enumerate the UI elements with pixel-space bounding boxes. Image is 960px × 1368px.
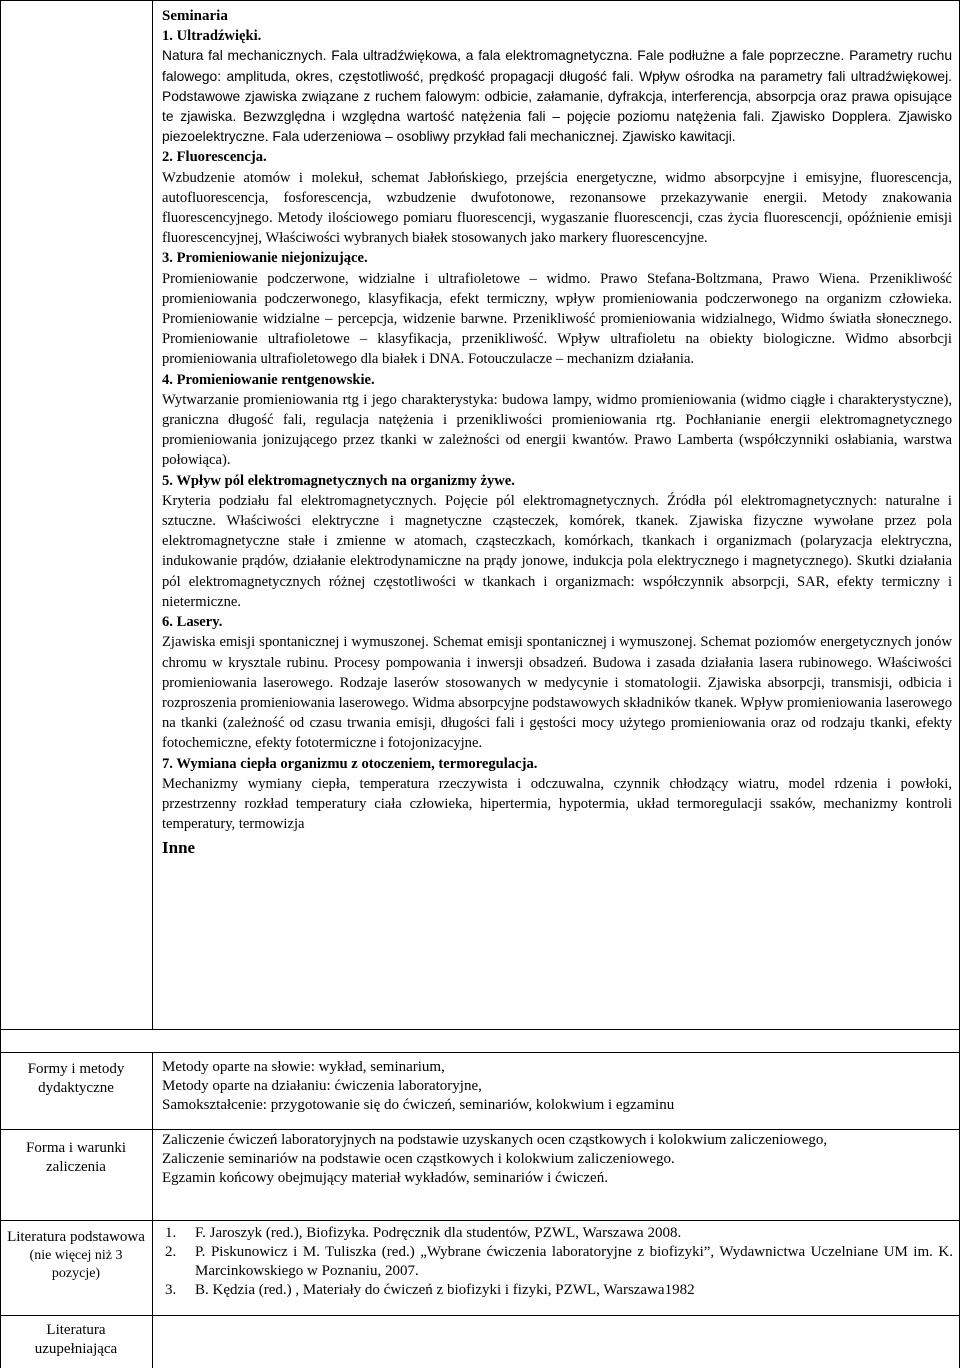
reference-number: 2.	[165, 1244, 177, 1260]
row-divider-formy	[0, 1129, 960, 1130]
section-fluorescencja	[162, 147, 952, 248]
section-text: Wzbudzenie atomów i molekuł, schemat Jabłońskiego, przejścia energetyczne, widmo absorpcyjne i emisyjne, fluorescencja, autofluorescencja, fosforescencja, wzbudzenie dwufotonowe, rezonansowe przekazywanie energii. Metody znakowania fluorescencyjnego. Metody ilościowego pomiaru fluorescencji, wygaszanie fluorescencji, czas życia fluorescencji, opóźnienie emisji fluorescencyjnej, Właściwości wybranych białek stosowanych jako markery fluorescencyjne.	[162, 169, 952, 247]
section-lasery	[162, 612, 952, 753]
section-pola-elektromagnetyczne	[162, 471, 952, 612]
formy-line: Metody oparte na działaniu: ćwiczenia laboratoryjne,	[162, 1078, 482, 1094]
section-text: Natura fal mechanicznych. Fala ultradźwiękowa, a fala elektromagnetyczna. Fale podłużne a fale poprzeczne. Parametry ruchu falowego: amplituda, okres, częstotliwość, prędkość propagacji długość fali. Wpływ ośrodka na parametry fali ultradźwiękowej. Podstawowe zjawiska związane z ruchem falowym: odbicie, załamanie, dyfrakcja, interferencja, absorpcja oraz prawa opisujące te zjawiska. Bezwzględna i względna wartość natężenia fali – pojęcie poziomu natężenia fali. Zjawisko Dopplera. Zjawisko piezoelektryczne. Fala uderzeniowa – osobliwy przykład fali mechanicznej. Zjawisko kawitacji.	[162, 48, 952, 145]
reference-text: P. Piskunowicz i M. Tuliszka (red.) „Wybrane ćwiczenia laboratoryjne z biofizyki”, Wydawnictwa Uczelniane UM im. K. Marcinkowskiego w Poznaniu, 2007.	[195, 1244, 953, 1279]
row-divider-literatura	[0, 1315, 960, 1316]
section-text: Mechanizmy wymiany ciepła, temperatura rzeczywista i odczuwalna, czynnik chłodzący wiatru, model rdzenia i powłoki, przestrzenny rozkład temperatury ciała człowieka, hipertermia, hypotermia, układ termoregulacji ssaków, mechanizmy kontroli temperatury, termowizja	[162, 775, 952, 833]
inne-heading: Inne	[162, 838, 196, 858]
row-content-formy	[162, 1058, 954, 1115]
section-promieniowanie-niejonizujace	[162, 248, 952, 369]
row-label-literatura-podstawowa	[6, 1228, 146, 1284]
reference-text: B. Kędzia (red.) , Materiały do ćwiczeń z biofizyki i fizyki, PZWL, Warszawa1982	[195, 1282, 695, 1298]
section-heading: 6. Lasery.	[162, 614, 223, 631]
seminaria-title: Seminaria	[162, 8, 228, 24]
formy-line: Metody oparte na słowie: wykład, seminarium,	[162, 1059, 445, 1075]
reference-item	[165, 1224, 953, 1243]
section-heading: 5. Wpływ pól elektromagnetycznych na organizmy żywe.	[162, 472, 515, 489]
column-divider-top	[152, 0, 153, 1030]
forma-line: Zaliczenie ćwiczeń laboratoryjnych na podstawie uzyskanych ocen cząstkowych i kolokwium zaliczeniowego,	[162, 1132, 828, 1148]
column-divider-bottom	[152, 1052, 153, 1368]
reference-list	[165, 1224, 953, 1300]
reference-text: F. Jaroszyk (red.), Biofizyka. Podręcznik dla studentów, PZWL, Warszawa 2008.	[195, 1225, 682, 1241]
section-heading: 2. Fluorescencja.	[162, 149, 267, 166]
section-text: Zjawiska emisji spontanicznej i wymuszonej. Schemat emisji spontanicznej i wymuszonej. Schemat poziomów energetycznych jonów chromu w krysztale rubinu. Procesy pompowania i inwersji obsadzeń. Budowa i zasada działania lasera rubinowego. Właściwości promieniowania laserowego. Rodzaje laserów stosowanych w medycynie i stomatologii. Zjawiska absorpcji, transmisji, odbicia i rozproszenia promieniowania laserowego. Widma absorpcyjne podstawowych składników tkanek. Wpływ promieniowania laserowego na tkanki (zależność od czasu trwania emisji, długości fali i gęstości mocy użytego promieniowania oraz od rodzaju tkanki, efekty fotochemiczne, efekty fototermiczne i fotojonizacyjne.	[162, 634, 952, 752]
reference-number: 1.	[165, 1225, 177, 1241]
section-heading: 1. Ultradźwięki.	[162, 28, 262, 45]
row-divider-forma	[0, 1220, 960, 1221]
forma-line: Egzamin końcowy obejmujący materiał wykładów, seminariów i ćwiczeń.	[162, 1170, 608, 1186]
formy-line: Samokształcenie: przygotowanie się do ćwiczeń, seminariów, kolokwium i egzaminu	[162, 1097, 675, 1113]
section-heading: 3. Promieniowanie niejonizujące.	[162, 250, 368, 267]
section-text: Wytwarzanie promieniowania rtg i jego charakterystyka: budowa lampy, widmo promieniowania (widmo ciągłe i charakterystyczne), graniczna długość fali, regulacja natężenia i przenikliwości promieniowania rtg. Pochłanianie energii elektromagnetycznego promieniowania jonizującego przez tkanki w zależności od energii kwantów. Prawo Lamberta (współczynniki osłabiania, warstwa połowiąca).	[162, 391, 952, 469]
row-content-forma	[162, 1131, 954, 1188]
row-content-literatura-podstawowa	[165, 1224, 953, 1300]
reference-number: 3.	[165, 1282, 177, 1298]
section-promieniowanie-rentgenowskie	[162, 370, 952, 471]
seminaria-content	[162, 6, 952, 859]
literatura-podstawowa-label: Literatura podstawowa	[7, 1229, 145, 1245]
row-divider-space	[0, 1052, 960, 1053]
section-text: Promieniowanie podczerwone, widzialne i ultrafioletowe – widmo. Prawo Stefana-Boltzmana, Prawo Wiena. Przenikliwość promieniowania podczerwonego, klasyfikacja, efekt termiczny, wpływ promieniowania podczerwonego na organizm człowieka. Promieniowanie widzialne – percepcja, widzenie barwne. Przenikliwość promieniowania widzialnego, Widmo światła słonecznego. Promieniowanie ultrafioletowe – klasyfikacja, przenikliwość. Wpływ ultrafioletu na obiekty biologiczne. Widmo absorbcji promieniowania ultrafioletowego dla białek i DNA. Fotouczulacze – mechanizm działania.	[162, 270, 952, 368]
reference-item	[165, 1281, 953, 1300]
table-left-border	[0, 0, 1, 1368]
forma-line: Zaliczenie seminariów na podstawie ocen cząstkowych i kolokwium zaliczeniowego.	[162, 1151, 675, 1167]
row-label-literatura-uzupelniajaca: Literatura uzupełniająca	[34, 1322, 118, 1357]
section-ultradzwieki	[162, 26, 952, 147]
row-divider-seminaria	[0, 1029, 960, 1030]
row-label-formy: Formy i metody dydaktyczne	[27, 1061, 125, 1096]
literatura-podstawowa-note: (nie więcej niż 3 pozycje)	[29, 1247, 123, 1281]
row-label-forma: Forma i warunki zaliczenia	[26, 1140, 126, 1175]
section-wymiana-ciepla	[162, 754, 952, 835]
section-text: Kryteria podziału fal elektromagnetycznych. Pojęcie pól elektromagnetycznych. Źródła pól elektromagnetycznych: naturalne i sztuczne. Właściwości elektryczne i magnetyczne cząsteczek, komórek, tkanek. Zjawiska fizyczne wywołane przez pola elektromagnetyczne stałe i zmienne w atomach, cząsteczkach, komórkach, tkankach i organizmach (polaryzacja elektryczna, indukowanie prądów, działanie elektrodynamiczne na prądy jonowe, indukcja pola elektrycznego i magnetycznego). Skutki działania pól elektromagnetycznych różnej częstotliwości w tkankach i organizmach: współczynnik absorpcji, SAR, efekty termiczny i nietermiczne.	[162, 492, 952, 610]
reference-item	[165, 1243, 953, 1281]
section-heading: 4. Promieniowanie rentgenowskie.	[162, 371, 375, 388]
table-top-border	[0, 0, 960, 1]
section-heading: 7. Wymiana ciepła organizmu z otoczeniem, termoregulacja.	[162, 755, 538, 772]
